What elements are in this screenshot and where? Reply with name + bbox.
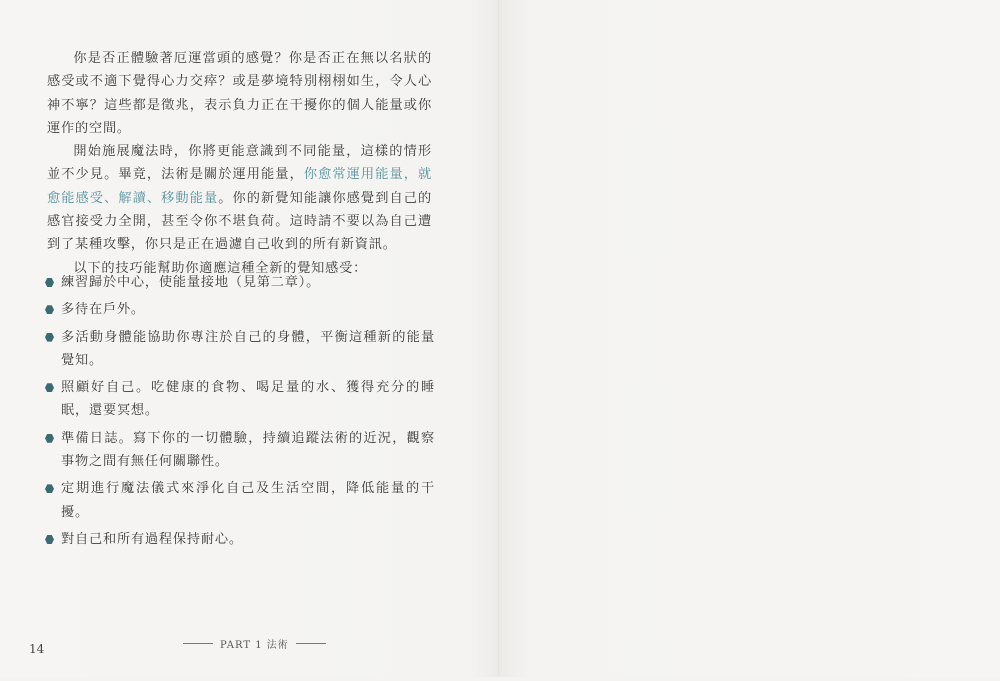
text-run: 開始施展魔法時，你將更能意識到不同能量，這樣的情形並不少見。畢竟，法術是關於運用能量， [47,144,432,183]
left-body-text [47,47,432,280]
left-page [0,0,500,677]
text-run: 你是否正體驗著厄運當頭的感覺？你是否正在無以名狀的感受或不適下覺得心力交瘁？或是夢境特別栩栩如生，令人心神不寧？這些都是徵兆，表示負力正在干擾你的個人能量或你運作的空間。 [47,51,432,136]
right-page [500,0,1000,677]
list-item-text: 定期進行魔法儀式來淨化自己及生活空間，降低能量的干擾。 [61,481,435,520]
list-item-text: 照顧好自己。吃健康的食物、喝足量的水、獲得充分的睡眠，還要冥想。 [61,380,435,419]
bullet-list [45,271,435,555]
list-item [45,298,435,321]
list-item-text: 準備日誌。寫下你的一切體驗，持續追蹤法術的近況，觀察事物之間有無任何關聯性。 [61,430,435,470]
list-item-text: 練習歸於中心，使能量接地（見第二章）。 [61,275,321,290]
hexagon-bullet-icon [45,305,54,314]
paragraph [47,140,432,256]
text-run: 以下的技巧能幫助你適應這種全新的覺知感受： [73,260,368,276]
list-item [45,477,435,524]
list-item [45,427,435,474]
hexagon-bullet-icon [45,383,54,392]
list-item [45,528,435,551]
hexagon-bullet-icon [45,278,54,287]
running-head-left-text: PART 1 法術 [220,640,289,651]
list-item [45,271,435,294]
list-item [45,326,435,373]
hexagon-bullet-icon [45,535,54,544]
page-number-left: 14 [29,642,45,656]
list-item-text: 對自己和所有過程保持耐心。 [61,531,243,547]
list-item [45,376,435,423]
paragraph [47,47,432,140]
hexagon-bullet-icon [45,333,54,342]
list-item-text: 多待在戶外。 [61,302,145,318]
running-head-left [176,636,333,651]
list-item-text: 多活動身體能協助你專注於自己的身體，平衡這種新的能量覺知。 [61,329,435,368]
hexagon-bullet-icon [45,434,54,443]
hexagon-bullet-icon [45,484,54,493]
highlighted-text: 你愈常運用能量，就愈能感受、解讀、移動能量 [47,167,433,206]
text-run: 。你的新覺知能讓你感覺到自己的感官接受力全開，甚至令你不堪負荷。這時請不要以為自己遭到了某種攻擊，你只是正在過濾自己收到的所有新資訊。 [47,190,432,253]
